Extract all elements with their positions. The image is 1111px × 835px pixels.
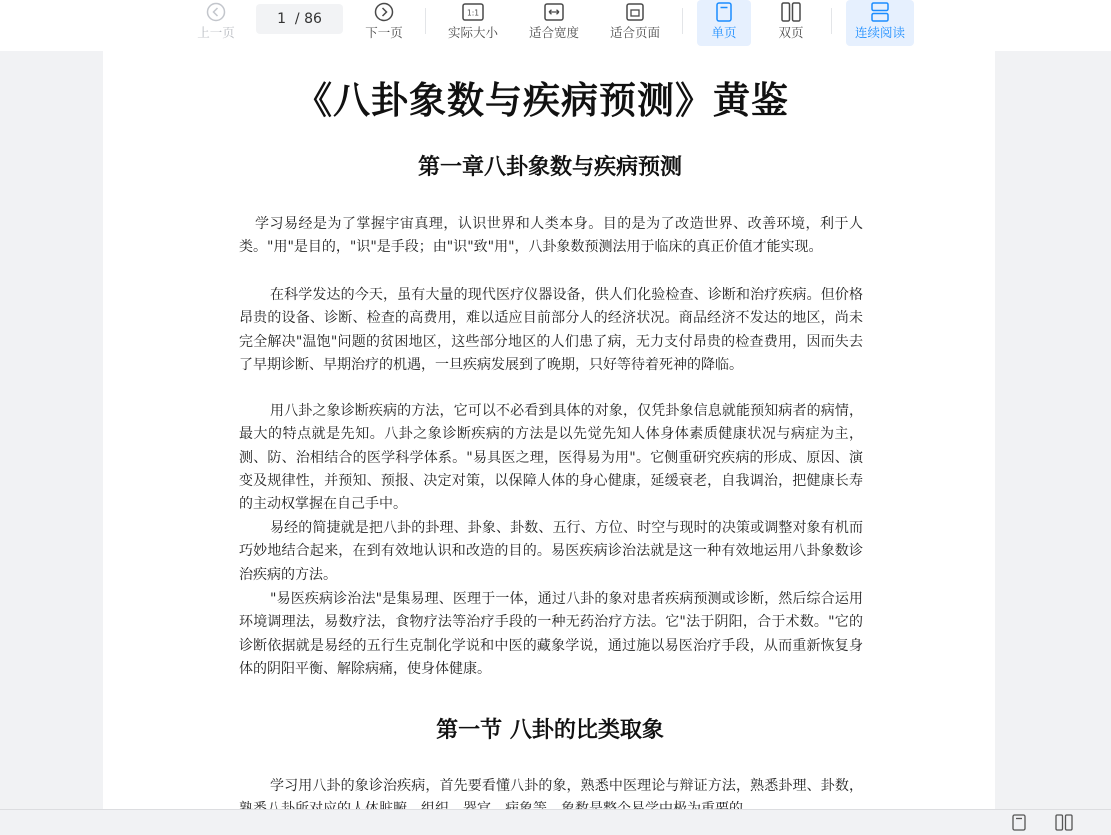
actual-size-label: 实际大小 — [447, 25, 498, 40]
body-paragraph: 易经的简捷就是把八卦的卦理、卦象、卦数、五行、方位、时空与现时的决策或调整对象有机而巧妙地结合起来，在到有效地认识和改造的目的。易医疾病诊治法就是这一种有效地运用八卦象数诊治疾病的方法。 — [239, 520, 863, 583]
double-page-button[interactable] — [768, 0, 814, 46]
document-title: 《八卦象数与疾病预测》黄鉴 — [295, 78, 789, 122]
body-paragraph: 学习用八卦的象诊治疾病，首先要看懂八卦的象，熟悉中医理论与辩证方法，熟悉卦理、卦数， — [270, 778, 863, 794]
viewer-toolbar — [0, 0, 1111, 51]
current-page-number: 1 — [277, 11, 286, 27]
body-paragraph: 学习易经是为了掌握宇宙真理，认识世界和人类本身。目的是为了改造世界、改善环境，利于人类。"用"是目的，"识"是手段；由"识"致"用"，八卦象数预测法用于临床的真正价值才能实现。 — [239, 216, 863, 256]
single-page-label: 单页 — [711, 25, 737, 40]
next-page-label: 下一页 — [365, 25, 403, 40]
toolbar-separator — [831, 8, 832, 34]
body-paragraph: "易医疾病诊治法"是集易理、医理于一体，通过八卦的象对患者疾病预测或诊断，然后综合运用环境调理法，易数疗法，食物疗法等治疗手段的一种无药治疗方法。它"法于阴阳，合于术数。"它的诊断依据就是易经的五行生克制化学说和中医的藏象学说，通过施以易医治疗手段，从而重新恢复身体的阴阳平衡、解除病痛，使身体健康。 — [239, 591, 863, 677]
fit-width-icon — [542, 1, 566, 23]
single-page-button[interactable] — [697, 0, 751, 46]
body-paragraph: 在科学发达的今天，虽有大量的现代医疗仪器设备，供人们化验检查、诊断和治疗疾病。但价格昂贵的设备、诊断、检查的高费用，难以适应目前部分人的经济状况。商品经济不发达的地区，尚未完全解决"温饱"问题的贫困地区，这些部分地区的人们患了病，无力支付昂贵的检查费用，因而失去了早期诊断、早期治疗的机遇，一旦疾病发展到了晚期，只好等待着死神的降临。 — [239, 287, 863, 373]
body-paragraph: 用八卦之象诊断疾病的方法，它可以不必看到具体的对象，仅凭卦象信息就能预知病者的病情，最大的特点就是先知。八卦之象诊断疾病的方法是以先觉先知人体身体素质健康状况与病症为主，测、防、治相结合的医学科学体系。"易具医之理，医得易为用"。它侧重研究疾病的形成、原因、演变及规律性，并预知、预报、决定对策，以保障人体的身心健康，延缓衰老，自我调治，把健康长寿的主动权掌握在自己手中。 — [239, 403, 863, 513]
total-page-count: 86 — [304, 11, 322, 27]
single-page-icon — [712, 1, 736, 23]
fit-page-button[interactable] — [605, 0, 665, 46]
continuous-reading-icon — [868, 1, 892, 23]
fit-width-button[interactable] — [524, 0, 584, 46]
status-bar — [0, 809, 1111, 834]
double-page-icon — [779, 1, 803, 23]
double-page-label: 双页 — [778, 25, 804, 40]
fit-width-label: 适合宽度 — [528, 25, 579, 40]
actual-size-button[interactable] — [443, 0, 503, 46]
actual-size-icon — [461, 1, 485, 23]
fit-page-icon — [623, 1, 647, 23]
chevron-right-circle-icon — [372, 1, 396, 23]
double-page-view-icon[interactable] — [1055, 814, 1073, 835]
next-page-button[interactable] — [361, 0, 407, 46]
prev-page-button[interactable] — [193, 0, 239, 46]
actual-size-icon-text: 1:1 — [466, 8, 480, 18]
page-divider: / — [286, 11, 305, 27]
single-page-view-icon[interactable] — [1012, 814, 1026, 835]
chapter-title: 第一章八卦象数与疾病预测 — [417, 154, 682, 180]
continuous-reading-button[interactable] — [846, 0, 914, 46]
fit-page-label: 适合页面 — [609, 25, 660, 40]
section-title: 第一节 八卦的比类取象 — [436, 717, 664, 743]
page-number-input[interactable] — [256, 4, 343, 34]
chevron-left-circle-icon — [204, 1, 228, 23]
continuous-reading-label: 连续阅读 — [854, 25, 905, 40]
toolbar-separator — [682, 8, 683, 34]
toolbar-separator — [425, 8, 426, 34]
prev-page-label: 上一页 — [197, 25, 235, 40]
